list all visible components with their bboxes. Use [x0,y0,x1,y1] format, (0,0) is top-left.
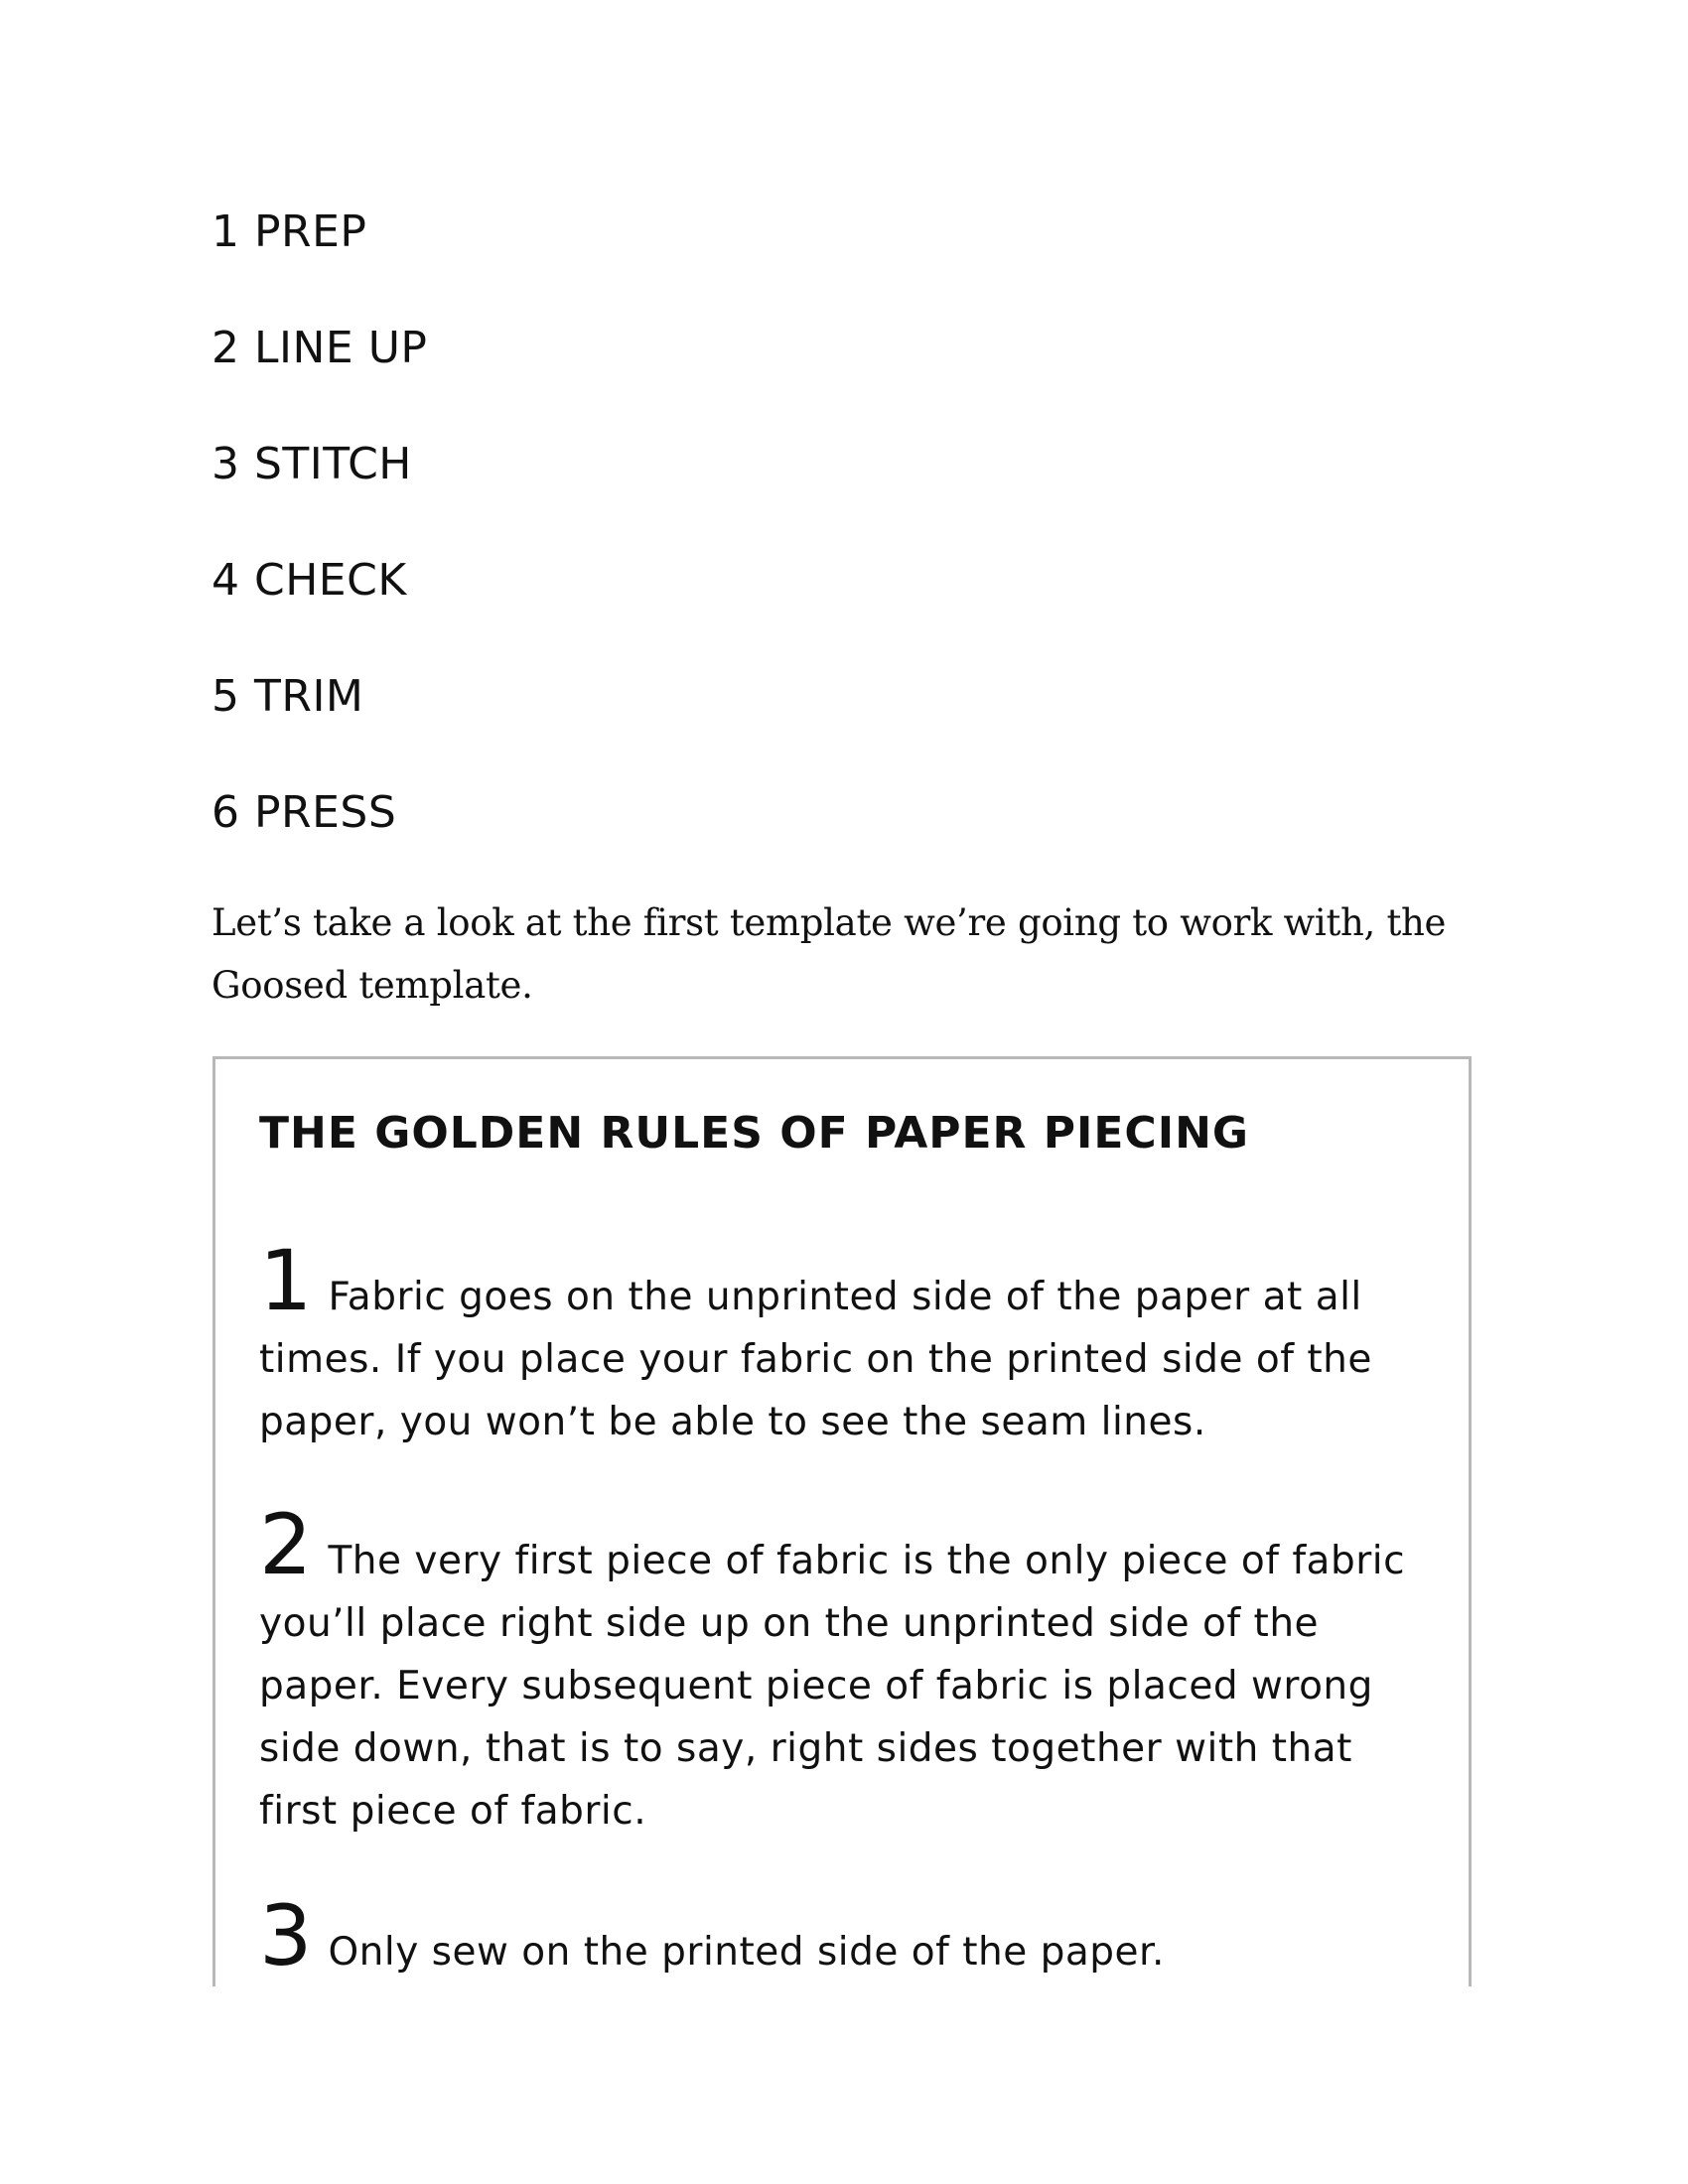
rule-text: The very first piece of fabric is the only piece of fabric you’ll place right side up on the unprinted side of the paper. Every subsequent piece of fabric is placed wrong side down, that is to say, right sides together with that first piece of fabric. [259,1539,1406,1834]
rule-item [259,1232,1431,1453]
step-number: 1 [211,206,240,257]
rule-text: Only sew on the printed side of the paper. [328,1930,1165,1975]
step-number: 6 [211,787,240,838]
golden-rules-box [212,1056,1472,2184]
step-item [211,552,427,610]
rule-number: 1 [259,1232,313,1329]
step-item [211,668,427,726]
rule-item [259,1887,1431,1984]
step-label: STITCH [254,439,412,489]
step-item [211,436,427,493]
step-label: PRESS [254,787,397,838]
step-number: 3 [211,439,240,489]
step-item [211,204,427,261]
steps-list [211,204,427,900]
step-label: LINE UP [254,323,428,373]
intro-paragraph: Let’s take a look at the first template we’re going to work with, the Goosed template. [211,901,1447,1007]
step-label: PREP [254,206,367,257]
step-number: 4 [211,555,240,606]
step-label: TRIM [254,671,364,722]
step-item [211,320,427,377]
rule-text: Fabric goes on the unprinted side of the paper at all times. If you place your fabric on the printed side of the paper, you won’t be able to see the seam lines. [259,1275,1372,1444]
rules-title: THE GOLDEN RULES OF PAPER PIECING [259,1108,1250,1159]
step-item [211,784,427,842]
step-label: CHECK [254,555,407,606]
rule-number: 2 [259,1496,313,1593]
rule-number: 3 [259,1887,313,1984]
step-number: 2 [211,323,240,373]
step-number: 5 [211,671,240,722]
rule-item [259,1496,1431,1843]
